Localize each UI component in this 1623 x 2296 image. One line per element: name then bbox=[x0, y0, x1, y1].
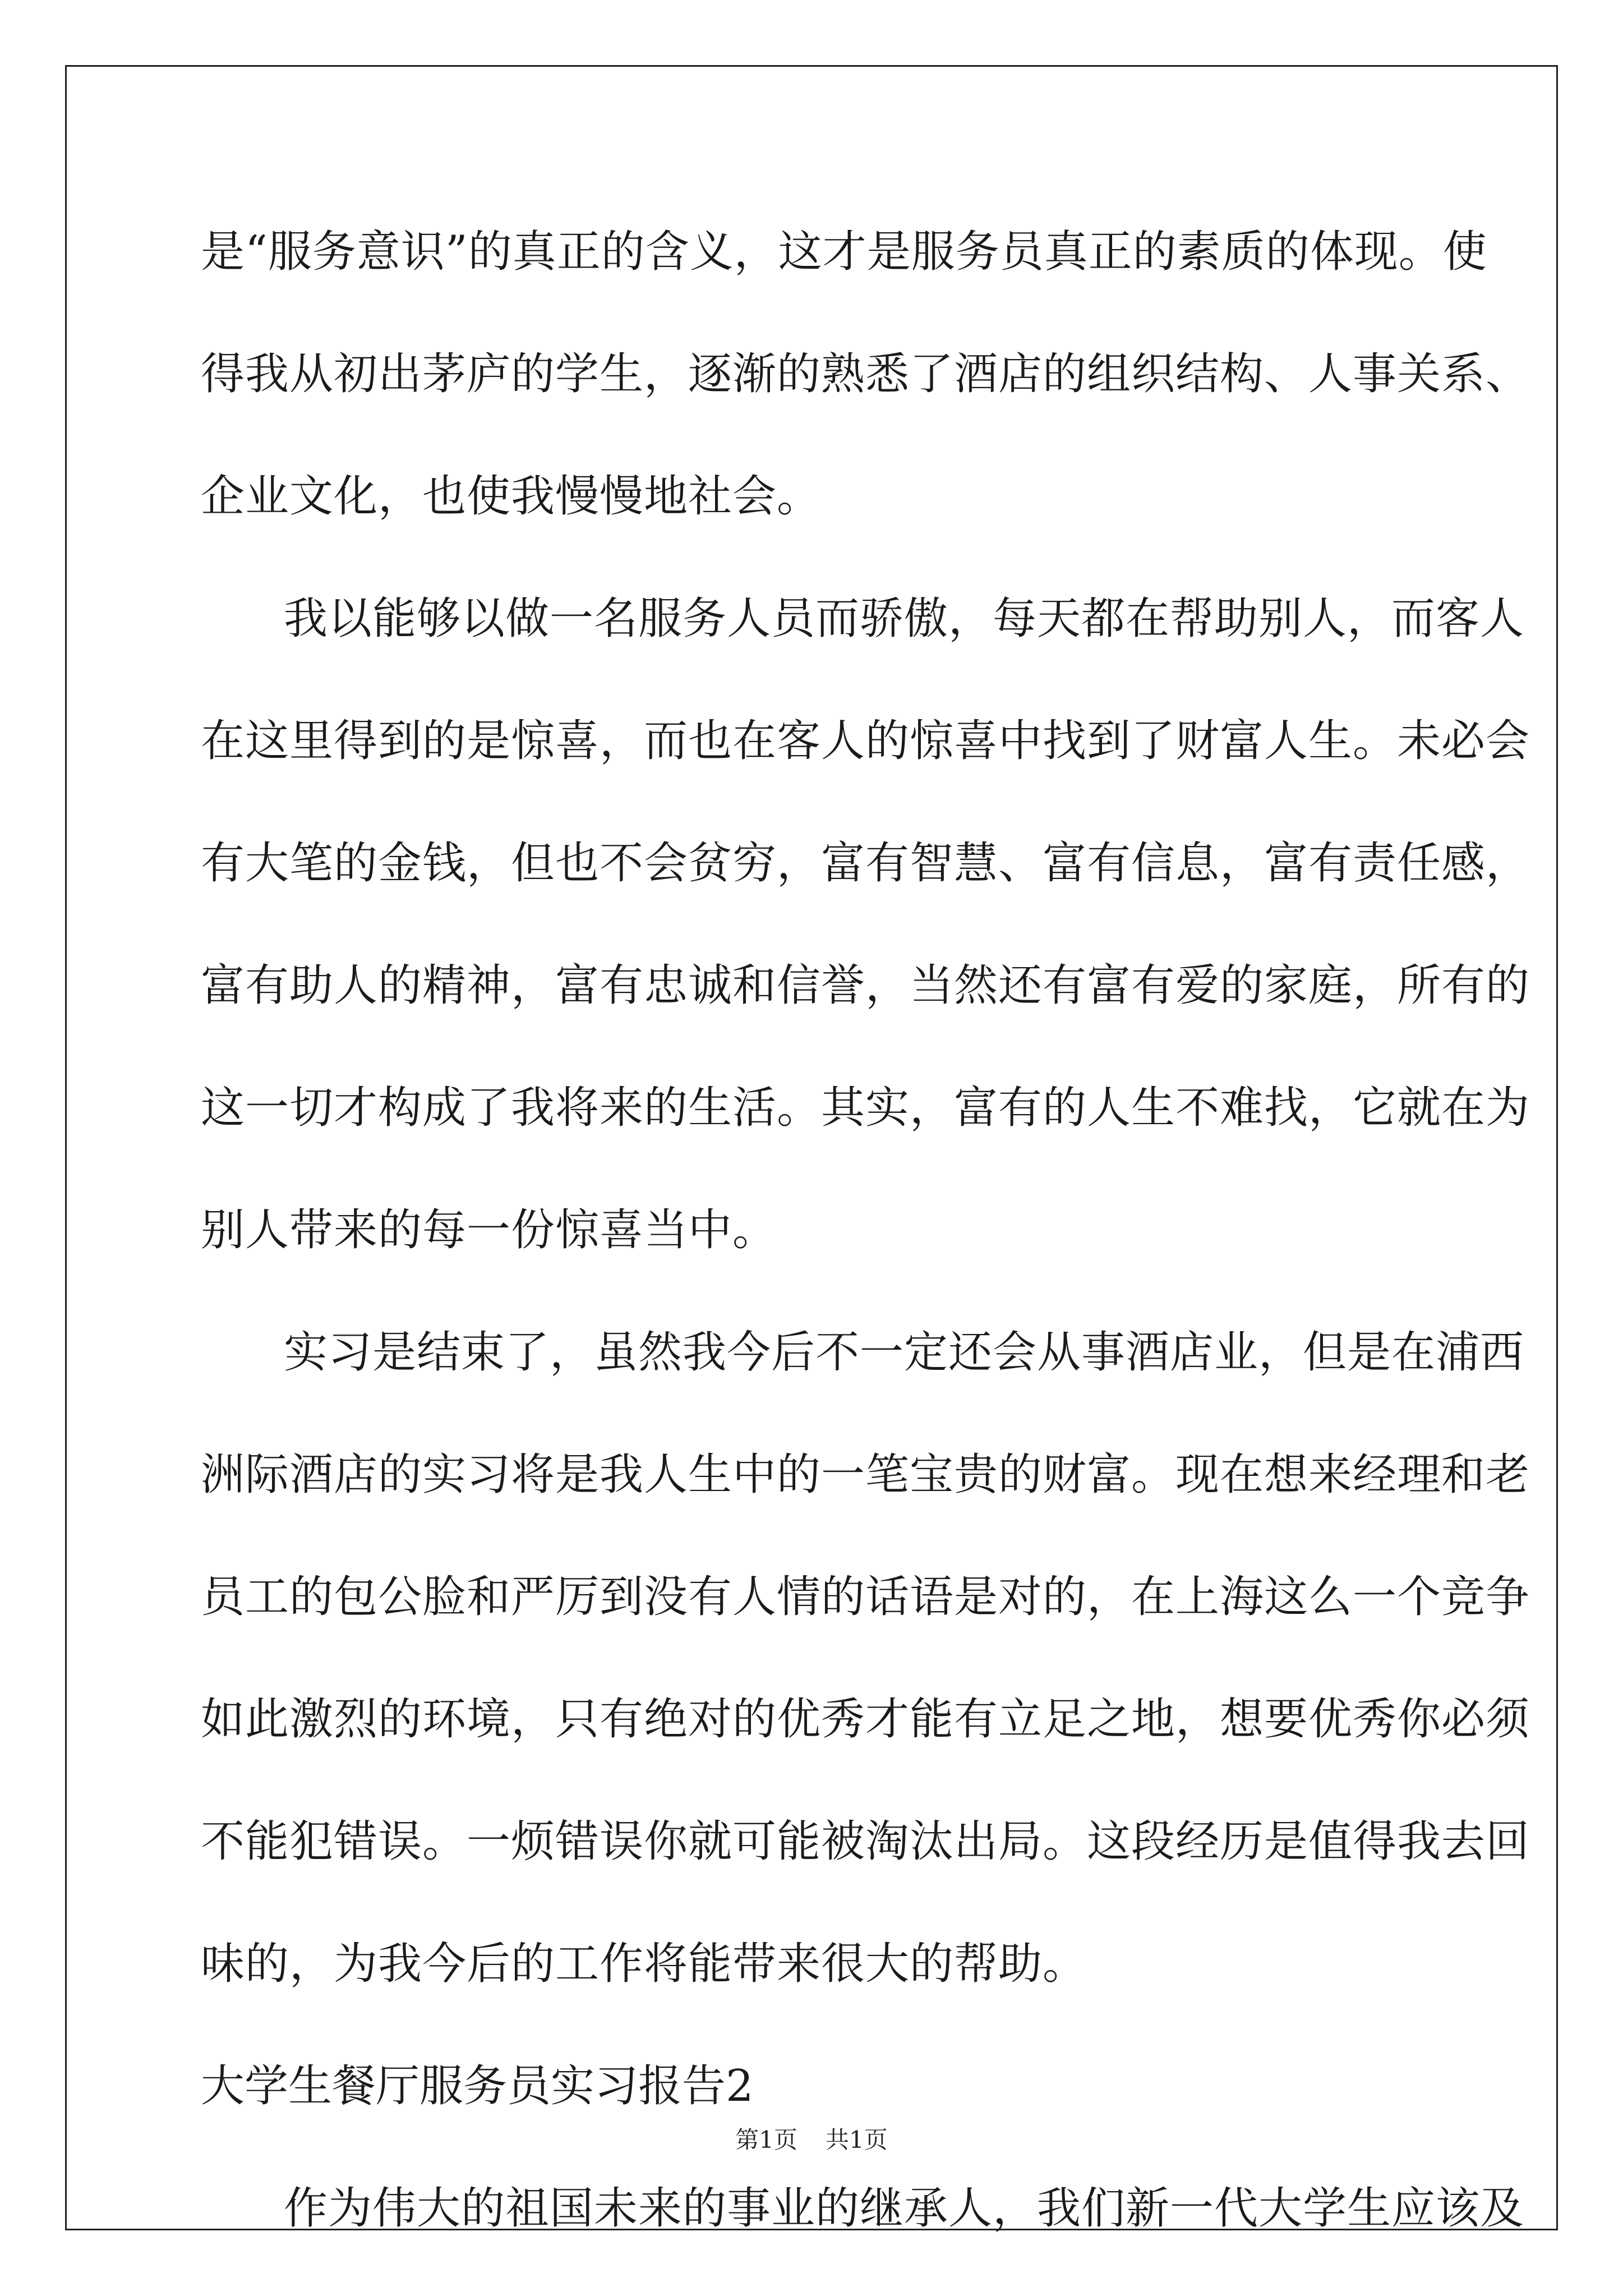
paragraph-first-line: 作为伟大的祖国未来的事业的继承人，我们新一代大学生应该及 bbox=[284, 2183, 1525, 2234]
text-line: 味的，为我今后的工作将能带来很大的帮助。 bbox=[201, 1939, 1087, 1989]
text-line: 在这里得到的是惊喜，而也在客人的惊喜中找到了财富人生。未必会 bbox=[201, 716, 1530, 766]
text-line: 这一切才构成了我将来的生活。其实，富有的人生不难找，它就在为 bbox=[201, 1083, 1530, 1133]
text-line: 得我从初出茅庐的学生，逐渐的熟悉了酒店的组织结构、人事关系、 bbox=[201, 349, 1530, 399]
text-line: 洲际酒店的实习将是我人生中的一笔宝贵的财富。现在想来经理和老 bbox=[201, 1450, 1530, 1500]
text-line: 富有助人的精神，富有忠诚和信誉，当然还有富有爱的家庭，所有的 bbox=[201, 960, 1530, 1011]
text-line: 不能犯错误。一烦错误你就可能被淘汰出局。这段经历是值得我去回 bbox=[201, 1816, 1530, 1867]
text-line: 如此激烈的环境，只有绝对的优秀才能有立足之地，想要优秀你必须 bbox=[201, 1694, 1530, 1745]
section-heading: 大学生餐厅服务员实习报告2 bbox=[201, 2061, 754, 2111]
page-footer bbox=[0, 2123, 1623, 2157]
paragraph-first-line: 我以能够以做一名服务人员而骄傲，每天都在帮助别人，而客人 bbox=[284, 593, 1525, 644]
text-line: 别人带来的每一份惊喜当中。 bbox=[201, 1205, 777, 1255]
text-line: 企业文化，也使我慢慢地社会。 bbox=[201, 471, 822, 522]
page-total: 共1页 bbox=[826, 2126, 888, 2154]
text-line: 员工的包公脸和严厉到没有人情的话语是对的，在上海这么一个竞争 bbox=[201, 1572, 1530, 1622]
text-line: 有大笔的金钱，但也不会贫穷，富有智慧、富有信息，富有责任感， bbox=[201, 838, 1530, 889]
text-line: 是“服务意识”的真正的含义，这才是服务员真正的素质的体现。使 bbox=[201, 227, 1487, 277]
paragraph-first-line: 实习是结束了，虽然我今后不一定还会从事酒店业，但是在浦西 bbox=[284, 1327, 1525, 1378]
document-body bbox=[201, 210, 1530, 2289]
page-number: 第1页 bbox=[735, 2126, 797, 2154]
